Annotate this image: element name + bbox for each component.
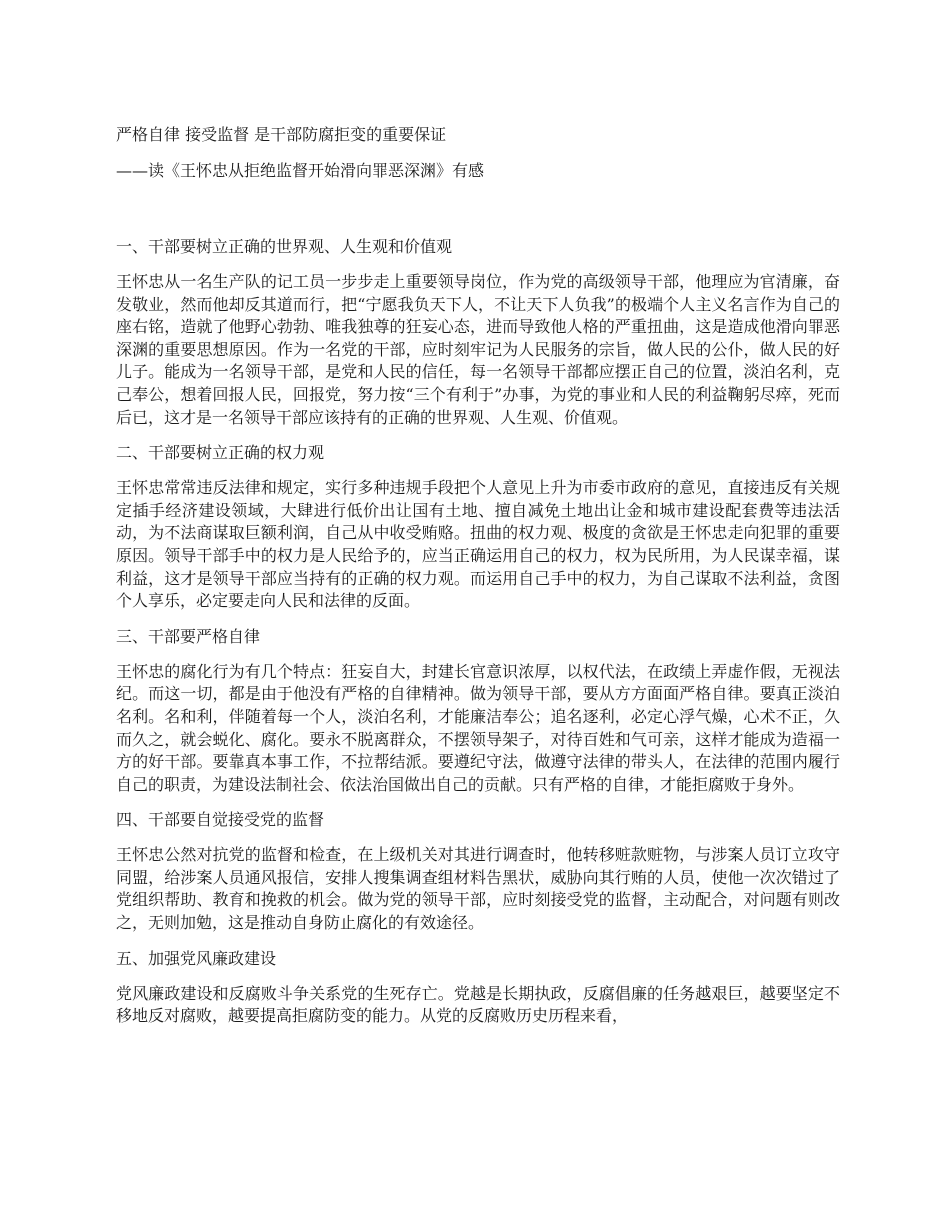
section-heading-2: 二、干部要树立正确的权力观: [116, 443, 325, 463]
section-body-2: 王怀忠常常违反法律和规定，实行多种违规手段把个人意见上升为市委市政府的意见，直接违反有关规定插手经济建设领域，大肆进行低价出让国有土地、擅自减免土地出让金和城市建设配套费等违法活动，为不法商谋取巨额利润，自己从中收受贿赂。扭曲的权力观、极度的贪欲是王怀忠走向犯罪的重要原因。领导干部手中的权力是人民给予的，应当正确运用自己的权力，权为民所用，为人民谋幸福，谋利益，这才是领导干部应当持有的正确的权力观。而运用自己手中的权力，为自己谋取不法利益，贪图个人享乐，必定要走向人民和法律的反面。: [116, 478, 840, 611]
section-body-4: 王怀忠公然对抗党的监督和检查，在上级机关对其进行调查时，他转移赃款赃物，与涉案人员订立攻守同盟，给涉案人员通风报信，安排人搜集调查组材料告黑状，威胁向其行贿的人员，使他一次次错过了党组织帮助、教育和挽救的机会。做为党的领导干部，应时刻接受党的监督，主动配合，对问题有则改之，无则加勉，这是推动自身防止腐化的有效途径。: [116, 845, 840, 933]
section-heading-5: 五、加强党风廉政建设: [116, 948, 277, 968]
document-page: [116, 123, 840, 1040]
section-heading-1: 一、干部要树立正确的世界观、人生观和价值观: [116, 237, 453, 256]
section-body-5: 党风廉政建设和反腐败斗争关系党的生死存亡。党越是长期执政，反腐倡廉的任务越艰巨，越要坚定不移地反对腐败，越要提高拒腐防变的能力。从党的反腐败历史历程来看，: [116, 983, 840, 1026]
document-subtitle: ——读《王怀忠从拒绝监督开始滑向罪恶深渊》有感: [116, 161, 485, 180]
document-title: 严格自律 接受监督 是干部防腐拒变的重要保证: [116, 125, 447, 144]
section-body-1: 王怀忠从一名生产队的记工员一步步走上重要领导岗位，作为党的高级领导干部，他理应为官清廉，奋发敬业，然而他却反其道而行，把“宁愿我负天下人，不让天下人负我”的极端个人主义名言作为自己的座右铭，造就了他野心勃勃、唯我独尊的狂妄心态，进而导致他人格的严重扭曲，这是造成他滑向罪恶深渊的重要思想原因。作为一名党的干部，应时刻牢记为人民服务的宗旨，做人民的公仆，做人民的好儿子。能成为一名领导干部，是党和人民的信任，每一名领导干部都应摆正自己的位置，淡泊名利，克己奉公，想着回报人民，回报党，努力按“三个有利于”办事，为党的事业和人民的利益鞠躬尽瘁，死而后已，这才是一名领导干部应该持有的正确的世界观、人生观、价值观。: [116, 272, 840, 427]
section-body-3: 王怀忠的腐化行为有几个特点：狂妄自大，封建长官意识浓厚，以权代法，在政绩上弄虚作假，无视法纪。而这一切，都是由于他没有严格的自律精神。做为领导干部，要从方方面面严格自律。要真正淡泊名利。名和利，伴随着每一个人，淡泊名利，才能廉洁奉公；追名逐利，必定心浮气燥，心术不正，久而久之，就会蜕化、腐化。要永不脱离群众，不摆领导架子，对待百姓和气可亲，这样才能成为造福一方的好干部。要靠真本事工作，不拉帮结派。要遵纪守法，做遵守法律的带头人，在法律的范围内履行自己的职责，为建设法制社会、依法治国做出自己的贡献。只有严格的自律，才能拒腐败于身外。: [116, 661, 840, 794]
section-heading-4: 四、干部要自觉接受党的监督: [116, 810, 325, 830]
section-heading-3: 三、干部要严格自律: [116, 626, 261, 646]
